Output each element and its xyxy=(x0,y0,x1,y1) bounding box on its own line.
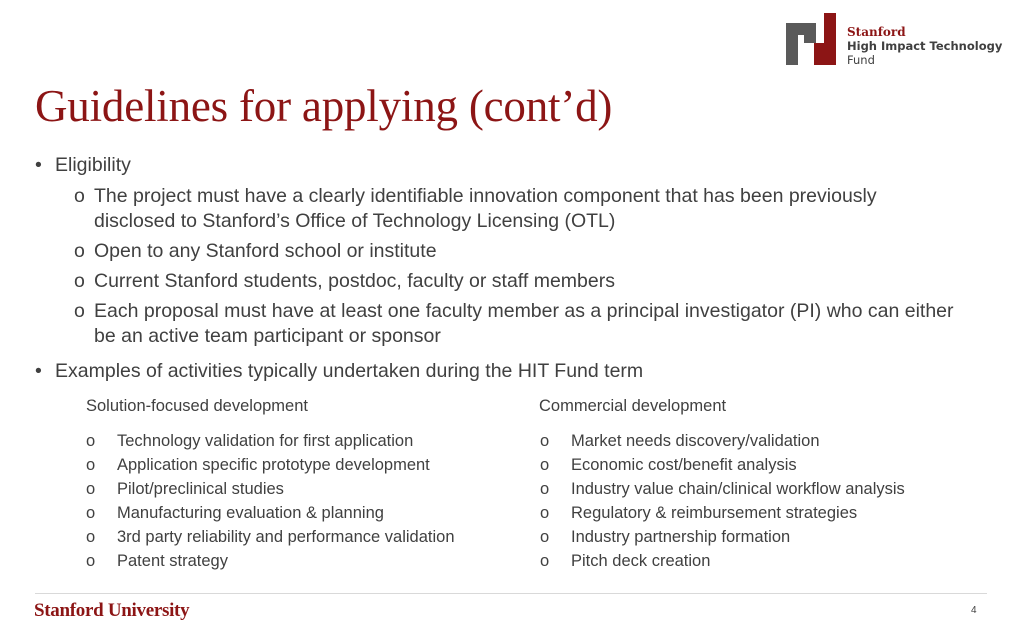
sub-bullet xyxy=(74,239,954,264)
sub-bullet-text: Each proposal must have at least one faculty member as a principal investigator (PI) who can either be an active team participant or sponsor xyxy=(94,300,954,347)
commercial-list xyxy=(540,429,905,573)
sub-marker: o xyxy=(74,185,85,207)
list-item-text: Pitch deck creation xyxy=(571,552,711,570)
logo-line-fund: Fund xyxy=(847,53,875,67)
footer-divider xyxy=(35,593,987,594)
list-item xyxy=(86,525,455,549)
sub-marker: o xyxy=(86,456,96,474)
list-item-text: Industry value chain/clinical workflow analysis xyxy=(571,480,905,498)
sub-marker: o xyxy=(540,528,550,546)
list-item-text: Pilot/preclinical studies xyxy=(117,480,284,498)
list-item-text: Technology validation for first application xyxy=(117,432,414,450)
hit-fund-logo xyxy=(786,13,1002,65)
list-item xyxy=(540,549,905,573)
sub-marker: o xyxy=(540,552,550,570)
sub-marker: o xyxy=(86,552,96,570)
slide-title: Guidelines for applying (cont’d) xyxy=(35,81,613,131)
list-item xyxy=(86,429,455,453)
list-item xyxy=(86,501,455,525)
bullet-marker: • xyxy=(35,154,42,176)
solution-focused-list xyxy=(86,429,455,573)
list-item xyxy=(540,453,905,477)
sub-marker: o xyxy=(540,480,550,498)
list-item-text: 3rd party reliability and performance validation xyxy=(117,528,455,546)
list-item-text: Industry partnership formation xyxy=(571,528,791,546)
stanford-university-wordmark: Stanford University xyxy=(34,600,190,621)
sub-marker: o xyxy=(540,456,550,474)
sub-marker: o xyxy=(86,480,96,498)
list-item xyxy=(86,549,455,573)
list-item xyxy=(540,429,905,453)
list-item-text: Patent strategy xyxy=(117,552,228,570)
logo-line-stanford: Stanford xyxy=(847,25,906,39)
sub-marker: o xyxy=(74,270,85,292)
list-item xyxy=(86,477,455,501)
sub-marker: o xyxy=(86,432,96,450)
bullet-examples xyxy=(35,360,643,383)
bullet-label: Eligibility xyxy=(55,154,131,176)
sub-bullet xyxy=(74,184,954,234)
sub-bullet-text: Current Stanford students, postdoc, faculty or staff members xyxy=(94,270,615,292)
hit-fund-logo-mark-icon xyxy=(786,13,836,65)
bullet-eligibility xyxy=(35,154,131,177)
list-item xyxy=(86,453,455,477)
sub-marker: o xyxy=(86,528,96,546)
sub-marker: o xyxy=(86,504,96,522)
bullet-marker: • xyxy=(35,360,42,382)
list-item-text: Application specific prototype development xyxy=(117,456,430,474)
sub-marker: o xyxy=(74,240,85,262)
sub-bullet xyxy=(74,269,954,294)
column-heading-commercial: Commercial development xyxy=(539,397,727,415)
sub-marker: o xyxy=(74,300,85,322)
sub-bullet-text: Open to any Stanford school or institute xyxy=(94,240,437,262)
list-item xyxy=(540,477,905,501)
list-item-text: Market needs discovery/validation xyxy=(571,432,820,450)
list-item xyxy=(540,525,905,549)
sub-bullet xyxy=(74,299,954,349)
logo-line-high-impact-technology: High Impact Technology xyxy=(847,39,1003,53)
list-item-text: Regulatory & reimbursement strategies xyxy=(571,504,858,522)
list-item xyxy=(540,501,905,525)
sub-marker: o xyxy=(540,432,550,450)
list-item-text: Manufacturing evaluation & planning xyxy=(117,504,384,522)
sub-bullet-text: The project must have a clearly identifiable innovation component that has been previously disclosed to Stanford’s Office of Technology Licensing (OTL) xyxy=(94,185,877,232)
sub-marker: o xyxy=(540,504,550,522)
bullet-label: Examples of activities typically undertaken during the HIT Fund term xyxy=(55,360,644,382)
page-number: 4 xyxy=(971,605,977,616)
column-heading-solution-focused: Solution-focused development xyxy=(86,397,308,415)
list-item-text: Economic cost/benefit analysis xyxy=(571,456,797,474)
